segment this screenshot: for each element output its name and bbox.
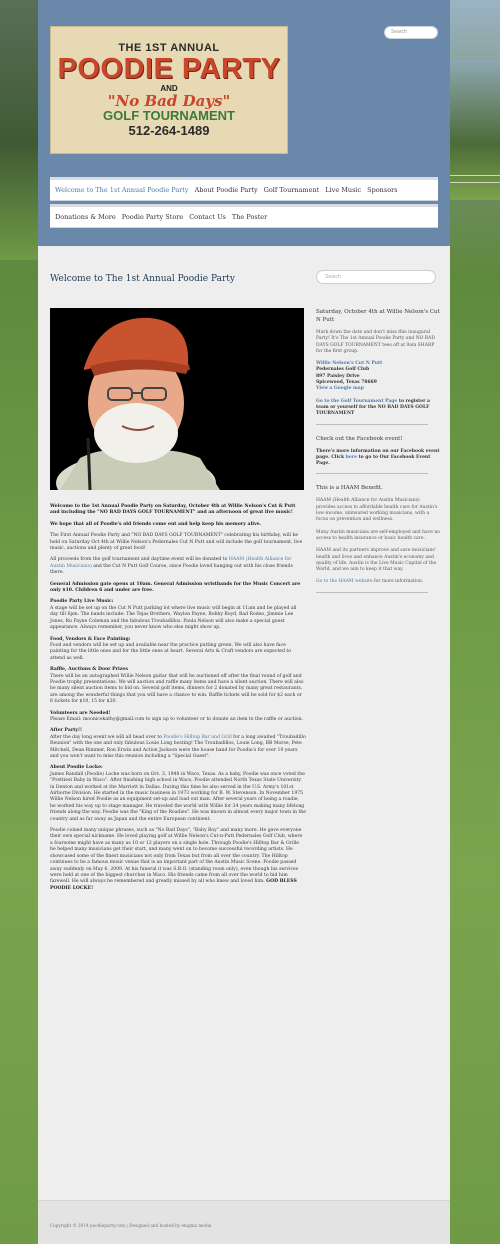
haam-title: This is a HAAM Benefit. (316, 485, 383, 492)
logo-line-4: "No Bad Days" (107, 92, 231, 110)
venue-line-3: 897 Paisley Drive (316, 373, 360, 379)
facebook-link[interactable]: here (345, 454, 358, 460)
background-trees-left (0, 0, 40, 260)
nav-item-about[interactable]: About Poodie Party (194, 186, 258, 194)
footer-copyright: Copyright © 2014 poodieparty.com | Designed and hosted by enigma media (50, 1223, 212, 1228)
poodie-photo (50, 308, 304, 490)
volunteers-heading: Volunteers are Needed! (50, 710, 111, 716)
haam-paragraph-1: HAAM (Health Alliance for Austin Musicians) provides access to affordable health care for Austin's low-income, uninsured working musicians, with a focus on prevention and wellness. (316, 498, 438, 523)
facebook-text-1: There's more information on our Facebook event page. Click (316, 448, 440, 460)
intro-paragraph: Welcome to the 1st Annual Poodie Party on Saturday, October 4th at Willie Nelson's Cut & Putt and including the "NO BAD DAYS GOLF TOURNAMENT" and an afternoon of great live music! (50, 504, 296, 516)
golf-tournament-text: to register a team or yourself for the NO BAD DAYS GOLF TOURNAMENT (316, 398, 430, 417)
proceeds-paragraph (50, 557, 306, 576)
page-title: Welcome to The 1st Annual Poodie Party (50, 274, 235, 284)
haam-website-link[interactable]: Go to the HAAM website (316, 579, 373, 585)
raffle-section (50, 667, 306, 705)
nav-item-golf[interactable]: Golf Tournament (263, 186, 320, 194)
haam-paragraph-2: Many Austin musicians are self-employed and have no access to health insurance or basic health care. (316, 529, 440, 541)
logo-line-1: THE 1ST ANNUAL (118, 42, 220, 54)
volunteers-section (50, 711, 306, 724)
food-text: Food and vendors will be set up and available near the practice putting green. We will also have face painting for the little ones and for the little ones at heart. Several Arts & Craft vendors are expected to attend as well. (50, 642, 292, 661)
venue-line-2: Pedernales Golf Club (316, 367, 370, 373)
haam-website-text: for more information. (372, 579, 424, 585)
about-section (50, 765, 306, 823)
live-music-section (50, 599, 306, 631)
food-heading: Food, Vendors & Face Painting: (50, 636, 131, 642)
nav-item-welcome[interactable]: Welcome to The 1st Annual Poodie Party (55, 186, 189, 194)
primary-nav-row-2 (50, 204, 438, 228)
sidebar-search-input[interactable]: Search (316, 270, 436, 284)
google-map-link[interactable]: View a Google map (316, 386, 364, 392)
venue-link[interactable]: Willie Nelson's Cut N Putt (316, 361, 383, 367)
event-paragraph: The First Annual Poodie Party and "NO BAD DAYS GOLF TOURNAMENT" celebrating his birthday, will be held on Saturday Oct 4th at Willie Nelson's Pedernales Cut N Putt and will include the golf tournament, live music, auctions and plenty of great food! (50, 533, 303, 552)
hilltop-link[interactable]: Poodie's Hilltop Bar and Grill (163, 734, 232, 740)
sidebar-golf-paragraph (316, 399, 440, 418)
nav-item-live-music[interactable]: Live Music (325, 186, 362, 194)
about-heading: About Poodie Locke: (50, 765, 103, 771)
about-text: James Randall (Poodie) Locke was born on Oct. 3, 1948 in Waco, Texas. As a baby, Poodie was once voted the "Prettiest Baby in Waco". After finishing high school in Waco, Poodie attended North Texas State University in Denton and worked at the Marriott in Dallas. During this time he also served in the U.S. Army's 101st Airborne Division. He started in the music business in 1973 working for B. W. Stevenson. In November 1975 Willie Nelson hired Poodie as an equipment set-up and load out man. After several years of being a roadie, he worked his way up to stage manager. He traveled the world with Willie for 34 years making many lifelong friends along the way. Poodie was the "King of the Roadies". He was known in almost every major town in the country and as far away as Japan and the entire European continent. (50, 771, 306, 822)
god-bless-text: GOD BLESS POODIE LOCKE! (50, 879, 297, 891)
primary-nav-row-1 (50, 177, 438, 201)
coined-section (50, 828, 306, 892)
food-section (50, 637, 306, 663)
haam-website-paragraph (316, 579, 440, 585)
site-header (38, 0, 450, 246)
sidebar-divider (316, 473, 428, 474)
site-footer (38, 1200, 450, 1244)
poodie-portrait-image (50, 308, 304, 490)
logo-line-3: AND (160, 84, 178, 93)
logo-line-2: POODIE PARTY (57, 53, 281, 85)
sidebar-venue (316, 361, 440, 392)
logo-line-5: GOLF TOURNAMENT (103, 108, 235, 123)
sidebar (316, 308, 440, 603)
sidebar-event-text: Mark down the date and don't miss this inaugural Party! It's The 1st Annual Poodie Party and NO BAD DAYS GOLF TOURNAMENT tees off at 9am SHARP for the first group. (316, 330, 435, 354)
volunteers-text: Please Email: moonicekathy@gmail.com to sign up to volunteer or to donate an item to the raffle or auction. (50, 716, 304, 722)
site-logo[interactable] (50, 26, 288, 154)
live-music-heading: Poodie Party Live Music: (50, 599, 114, 605)
nav-item-contact[interactable]: Contact Us (189, 213, 226, 221)
sidebar-divider (316, 592, 428, 593)
facebook-paragraph (316, 449, 440, 468)
sidebar-divider (316, 424, 428, 425)
haam-link[interactable]: HAAM (Health Alliance for Austin Musicians) (50, 557, 292, 569)
nav-item-donations[interactable]: Donations & More (55, 213, 116, 221)
admission-paragraph: General Admission gate opens at 10am. General Admission wristbands for the Music Concert are only $10. Children 6 and under are free. (50, 581, 301, 594)
main-content-area (38, 246, 450, 1200)
facebook-text-2: to go to Our Facebook Event Page. (316, 454, 431, 467)
hope-paragraph: We hope that all of Poodie's old friends come out and help keep his memory alive. (50, 521, 262, 527)
background-fence (450, 175, 500, 183)
golf-tournament-link[interactable]: Go to the Golf Tournament Page (316, 398, 398, 404)
nav-item-store[interactable]: Poodie Party Store (121, 213, 184, 221)
article-body (50, 504, 306, 897)
proceeds-text-1: All proceeds from the golf tournament and daytime event will be donated to (50, 557, 229, 563)
proceeds-text-2: and the Cut N Putt Golf Course, since Poodie loved hanging out with his close friends there. (50, 563, 293, 576)
nav-item-sponsors[interactable]: Sponsors (367, 186, 398, 194)
raffle-text: There will be an autographed Willie Nelson guitar that will be auctioned off after the final round of golf and Poodie trophy presentations. We will auction and raffle many items and have a silent auction. There will also be many silent auction items to bid on. Several golf items, dinners for 2 donated by many great restaurants, are among the wonderful things that you will have a chance to win. Raffle tickets will be sold for $2 each or 6 tickets for $10, 15 for $20. (50, 673, 304, 705)
after-party-heading: After Party!! (50, 728, 83, 734)
page-wrapper (38, 0, 450, 1244)
raffle-heading: Raffle, Auctions & Door Prizes (50, 667, 128, 673)
facebook-title: Check out the Facebook event! (316, 435, 403, 442)
coined-text: Poodie coined many unique phrases, such as "No Bad Days", "Baby Boy" and many more. He gave everyone their own special nickname. He loved playing golf at Willie Nelson's Cut-n-Putt Pedernales Golf Club, where a foursome might have as many as 10 or 12 players on a single hole. Through Poodie's Hilltop Bar & Grille he helped many musicians get their start, and many went on to become successful recording artists. He showcased some of the finest musicians not only from Texas but from all over the country. The Hilltop continues to be a famous music venue that is an important part of the Austin Music Scene. Poodie passed away suddenly on May 6, 2009. At his funeral it was S.R.O. (standing room only), even though his services were held at one of the biggest churches in Waco. His friends came from all over the world to bid him farewell. He will always be remembered and greatly missed by all who knew and loved him. (50, 828, 303, 885)
venue-line-4: Spicewood, Texas 78669 (316, 380, 377, 386)
header-search-input[interactable]: Search (384, 26, 438, 39)
after-party-text-2: for a long awaited "Troubadillo Reunion" with the one and only fabulous Louie Long hosting! The Troubadillos, Louie Long, BB Morse, Pete Mitchell, Dean Rimmer, Ron Erwin and Action Jackson were the house band for Poodie's for over 10 years and you won't want to miss this reunion including a "Special Guest". (50, 734, 306, 759)
haam-paragraph-3: HAAM and its partners improve and save musicians' health and lives and enhance Austin's economy and quality of life. Austin is the Live Music Capital of the World, and we aim to keep it that way. (316, 548, 437, 573)
logo-phone: 512-264-1489 (128, 123, 210, 138)
sidebar-event-title: Saturday, October 4th at Willie Nelson's Cut N Putt (316, 309, 440, 323)
live-music-text: A stage will be set up on the Cut N Putt parking lot where live music will begin at 11am and be played all day till 6pm. The bands include: The Tejas Brothers, Waylon Payne, Bobby Boyd, Bad Rodeo, Jimmie Lee Jones, Ru Payne Coleman and the fabulous Troubadillos. Paula Nelson will also make a special guest appearance. Always remember, you never know who else might show up. (50, 605, 297, 631)
after-party-text-1: After the day long event we will all head over to (50, 734, 164, 740)
after-party-section (50, 728, 306, 760)
nav-item-poster[interactable]: The Poster (231, 213, 268, 221)
